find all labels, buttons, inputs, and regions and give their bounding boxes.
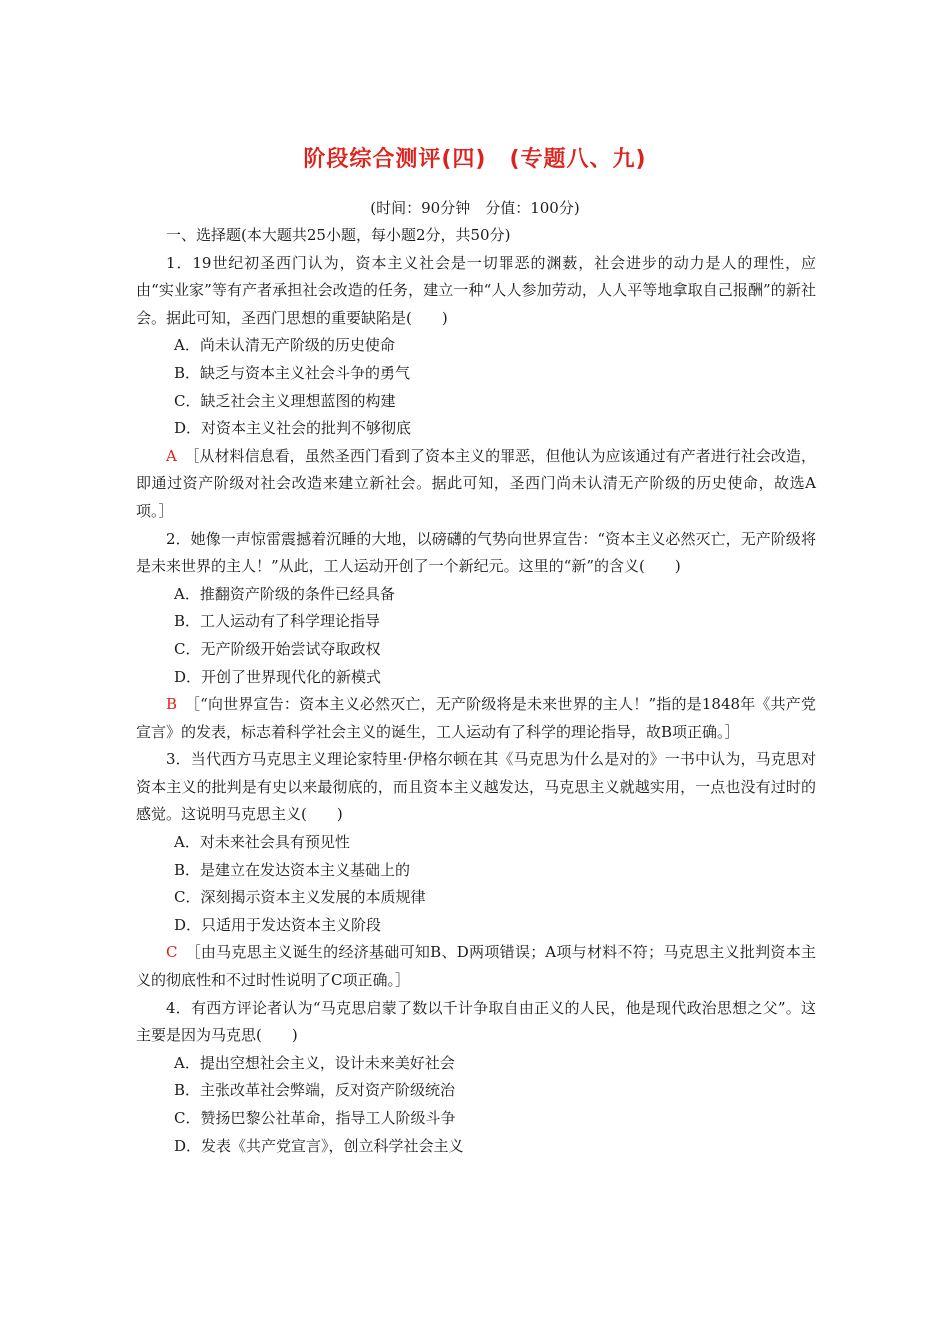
option: D．发表《共产党宣言》，创立科学社会主义	[174, 1136, 464, 1155]
question-stem: 3．当代西方马克思主义理论家特里·伊格尔顿在其《马克思为什么是对的》一书中认为，马克思对资本主义的批判是有史以来最彻底的，而且资本主义越发达，马克思主义就越实用，一点也没有过时的感觉。这说明马克思主义( )	[136, 750, 816, 824]
answer-explanation	[136, 443, 816, 526]
exam-meta: (时间：90分钟 分值：100分)	[370, 199, 580, 217]
question-stem: 2．她像一声惊雷震撼着沉睡的大地，以磅礴的气势向世界宣告：“资本主义必然灭亡，无产阶级将是未来世界的主人！”从此，工人运动开创了一个新纪元。这里的“新”的含义( )	[136, 529, 816, 576]
explanation-text: ［“向世界宣告：资本主义必然灭亡，无产阶级将是未来世界的主人！”指的是1848年《共产党宣言》的发表，标志着科学社会主义的诞生，工人运动有了科学的理论指导，故B项正确。］	[136, 695, 816, 741]
page-title: 阶段综合测评(四) (专题八、九)	[303, 147, 647, 172]
option: B．缺乏与资本主义社会斗争的勇气	[174, 363, 411, 382]
option: A．提出空想社会主义，设计未来美好社会	[174, 1053, 455, 1072]
answer-explanation	[136, 691, 816, 746]
option: C．赞扬巴黎公社革命，指导工人阶级斗争	[174, 1109, 456, 1127]
answer-letter: A	[166, 446, 177, 465]
option: D．对资本主义社会的批判不够彻底	[174, 419, 412, 438]
option: D．开创了世界现代化的新模式	[174, 667, 382, 686]
question-stem: 4．有西方评论者认为“马克思启蒙了数以千计争取自由正义的人民，他是现代政治思想之父”。这主要是因为马克思( )	[136, 998, 816, 1045]
answer-explanation	[136, 939, 816, 994]
option: B．主张改革社会弊端，反对资产阶级统治	[174, 1081, 456, 1100]
section-header: 一、选择题(本大题共25小题，每小题2分，共50分)	[166, 226, 511, 244]
option: C．深刻揭示资本主义发展的本质规律	[174, 888, 426, 907]
option: A．尚未认清无产阶级的历史使命	[174, 336, 395, 355]
option: B．工人运动有了科学理论指导	[174, 612, 381, 631]
explanation-text: ［从材料信息看，虽然圣西门看到了资本主义的罪恶，但他认为应该通过有产者进行社会改造，即通过资产阶级对社会改造来建立新社会。据此可知，圣西门尚未认清无产阶级的历史使命，故选A项。］	[136, 446, 816, 520]
answer-letter: C	[166, 943, 178, 962]
option: C．缺乏社会主义理想蓝图的构建	[174, 391, 396, 410]
option: D．只适用于发达资本主义阶段	[174, 915, 382, 934]
option: A．推翻资产阶级的条件已经具备	[174, 584, 395, 603]
explanation-text: ［由马克思主义诞生的经济基础可知B、D两项错误；A项与材料不符；马克思主义批判资本主义的彻底性和不过时性说明了C项正确。］	[136, 943, 816, 990]
document-body	[136, 222, 816, 1160]
option: A．对未来社会具有预见性	[174, 833, 350, 852]
answer-letter: B	[166, 695, 178, 714]
option: B．是建立在发达资本主义基础上的	[174, 860, 411, 879]
question-stem: 1．19世纪初圣西门认为，资本主义社会是一切罪恶的渊薮，社会进步的动力是人的理性，应由“实业家”等有产者承担社会改造的任务，建立一种“人人参加劳动，人人平等地拿取自己报酬”的新社会。据此可知，圣西门思想的重要缺陷是( )	[136, 253, 816, 327]
option: C．无产阶级开始尝试夺取政权	[174, 639, 381, 658]
